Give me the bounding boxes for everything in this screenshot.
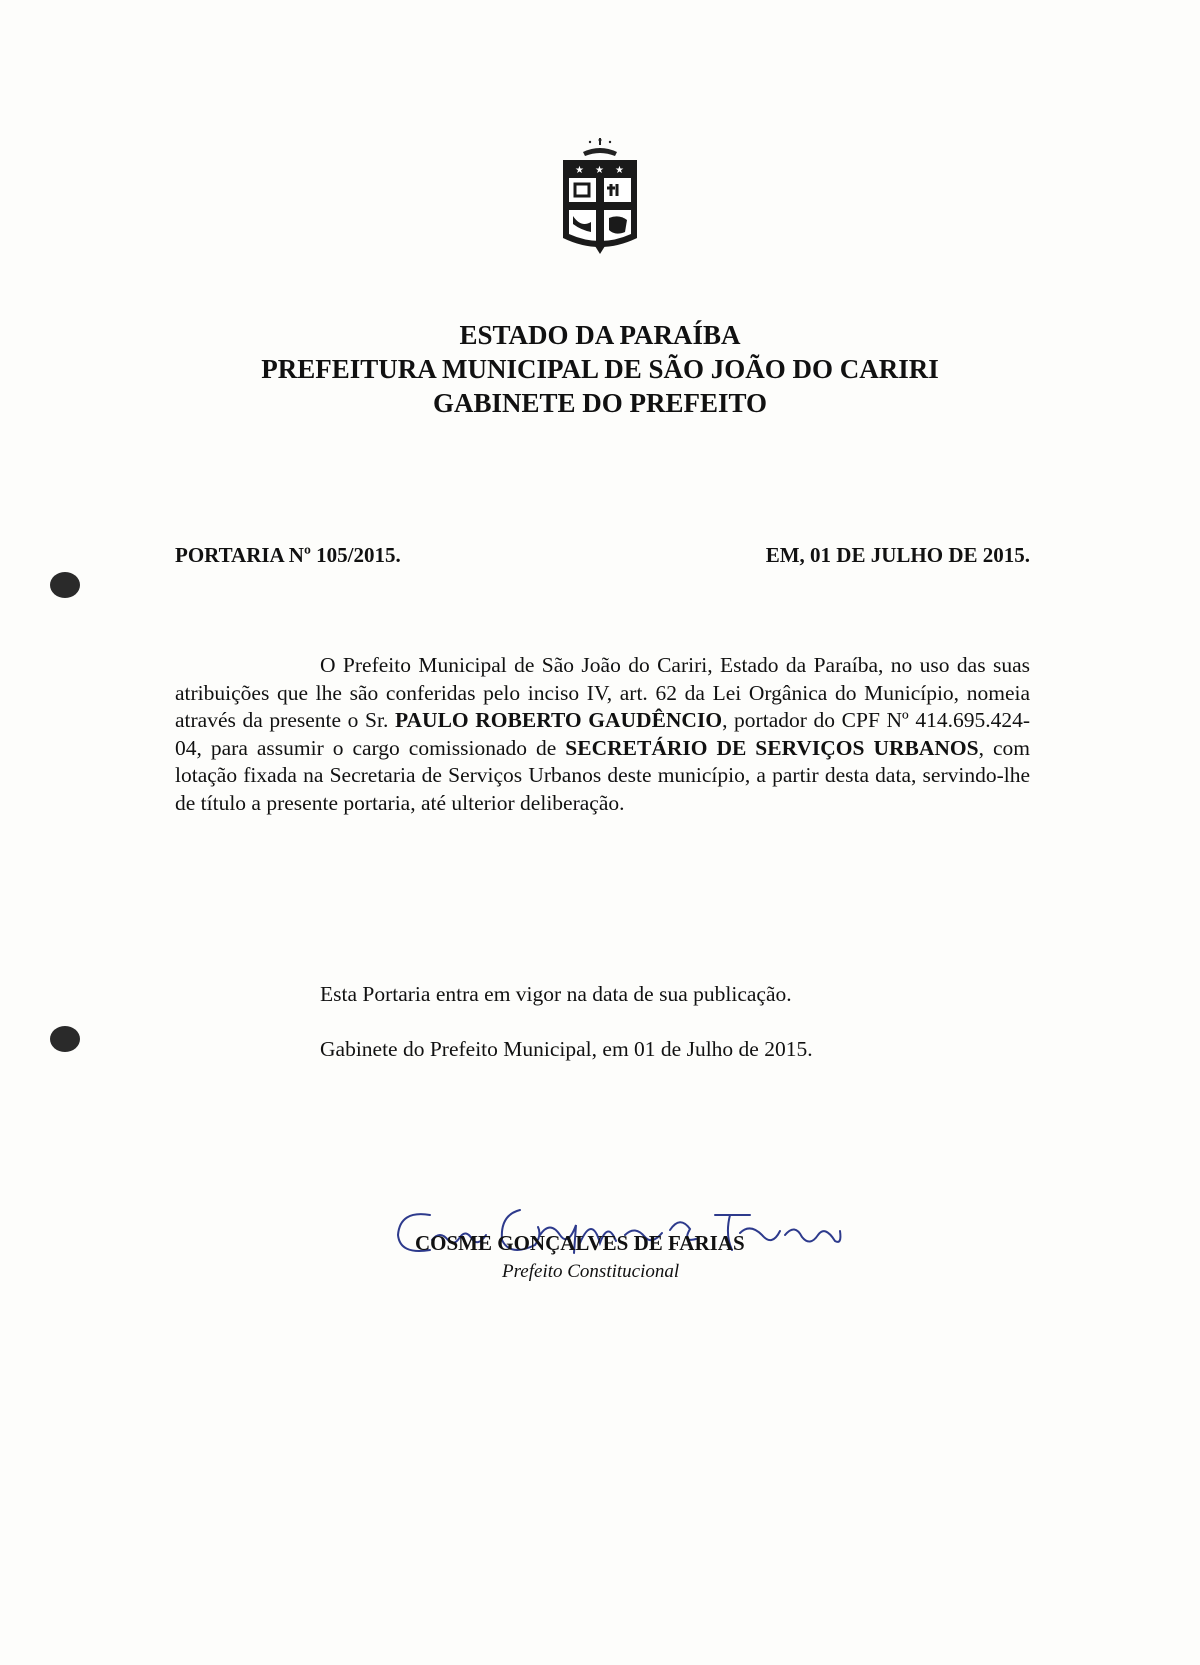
signature-block <box>370 1195 890 1295</box>
body-paragraph <box>175 652 1030 817</box>
header-state: ESTADO DA PARAÍBA <box>459 320 741 350</box>
body-text-part3: , com lotação fixada na Secretaria de Serviços Urbanos deste município, a partir desta data, servindo-lhe de título a presente portaria, até ulterior deliberação. <box>175 735 1030 815</box>
appointed-role: SECRETÁRIO DE SERVIÇOS URBANOS <box>565 735 979 760</box>
svg-text:★: ★ <box>615 165 624 176</box>
portaria-line <box>175 543 1030 568</box>
portaria-number: PORTARIA Nº 105/2015. <box>175 543 401 567</box>
signer-title: Prefeito Constitucional <box>502 1261 680 1282</box>
svg-text:★: ★ <box>595 165 604 176</box>
signer-name: COSME GONÇALVES DE FARIAS <box>415 1231 745 1255</box>
appointee-name: PAULO ROBERTO GAUDÊNCIO <box>394 708 723 732</box>
document-header <box>0 318 1200 420</box>
portaria-date: EM, 01 DE JULHO DE 2015. <box>765 543 1030 567</box>
body-text-part1: O Prefeito Municipal de São João do Cariri, Estado da Paraíba, no uso das suas atribuições que lhe são conferidas pelo inciso IV, art. 62 da Lei Orgânica do Município, nomeia através da presente o Sr. <box>175 653 1030 732</box>
issuance-statement: Gabinete do Prefeito Municipal, em 01 de Julho de 2015. <box>320 1037 813 1061</box>
coat-of-arms-icon <box>545 138 655 256</box>
effective-date-statement: Esta Portaria entra em vigor na data de sua publicação. <box>320 982 792 1006</box>
body-text-part2: , portador do CPF Nº 414.695.424-04, para assumir o cargo comissionado de <box>175 708 1030 760</box>
header-office: GABINETE DO PREFEITO <box>432 388 768 418</box>
header-municipality: PREFEITURA MUNICIPAL DE SÃO JOÃO DO CARIRI <box>261 354 939 384</box>
svg-text:★: ★ <box>575 165 584 176</box>
punch-hole-top <box>50 572 80 598</box>
punch-hole-bottom <box>50 1026 80 1052</box>
